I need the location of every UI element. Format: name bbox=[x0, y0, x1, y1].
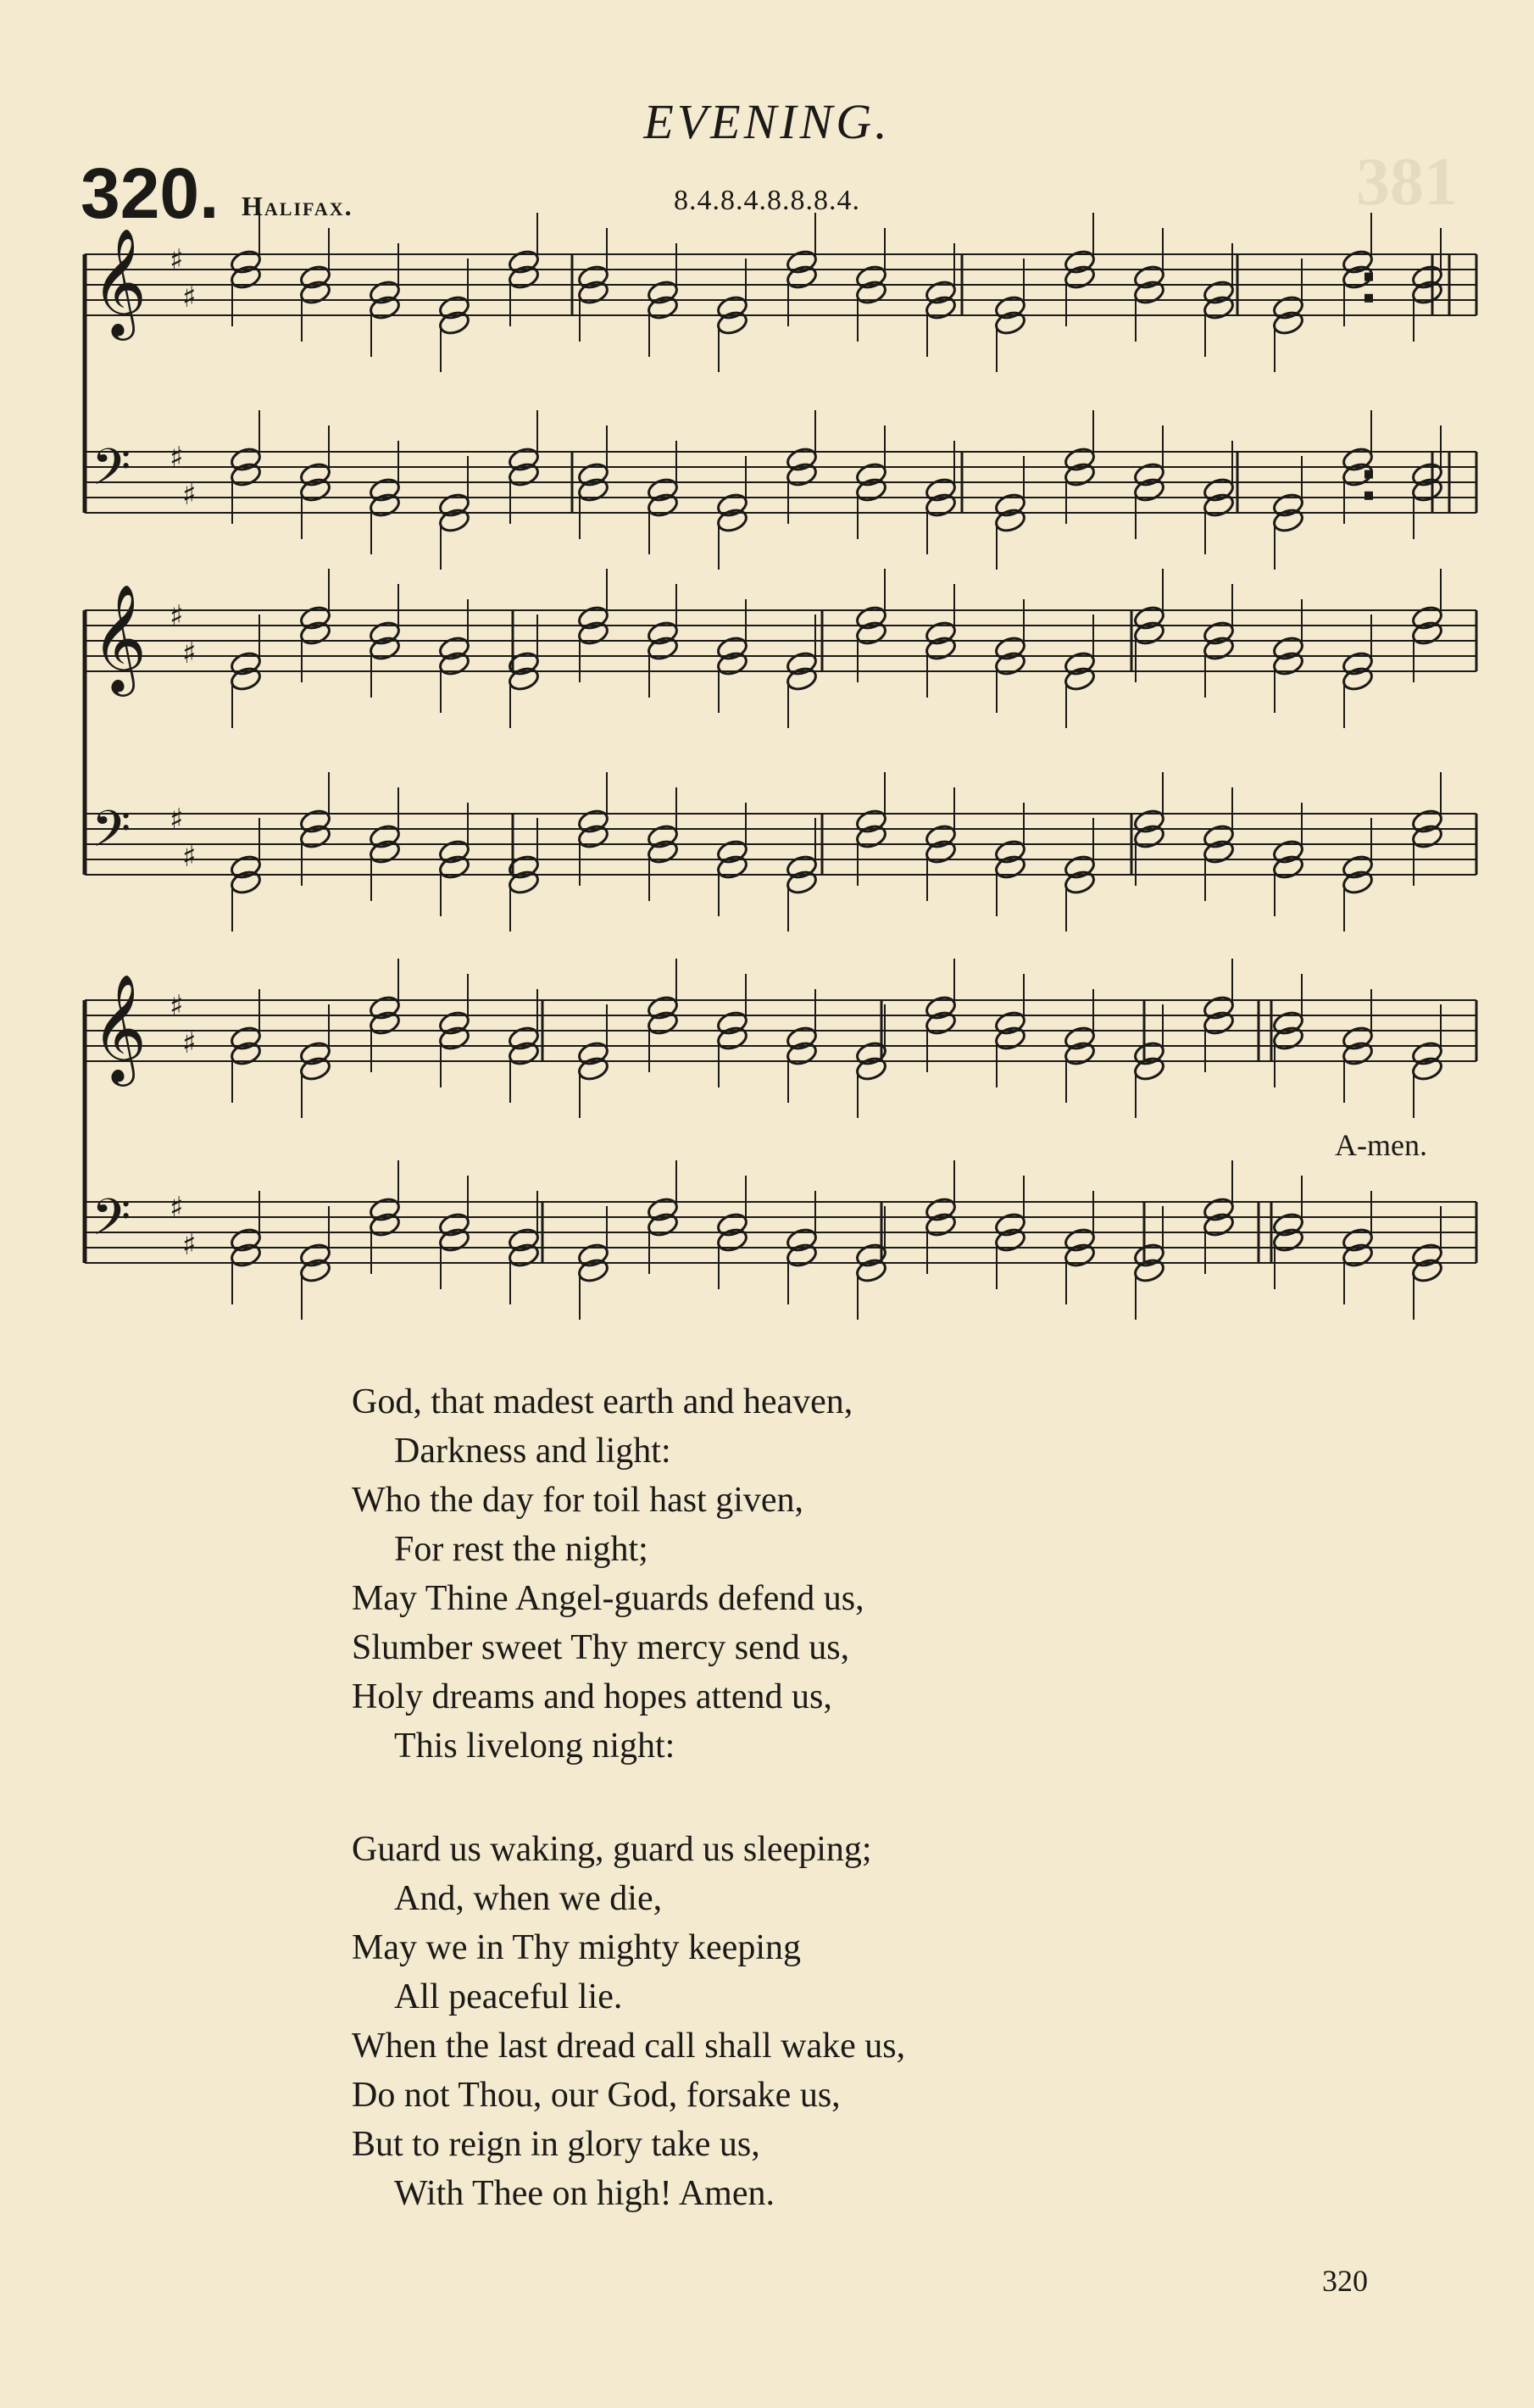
note-head bbox=[576, 476, 609, 503]
note-head bbox=[1132, 1055, 1165, 1082]
sharp-icon: ♯ bbox=[170, 243, 184, 277]
treble-clef-icon: 𝄞 bbox=[92, 227, 147, 336]
note-head bbox=[507, 264, 540, 291]
note-head bbox=[1410, 1242, 1443, 1269]
note-head bbox=[785, 461, 818, 488]
note-head bbox=[785, 854, 818, 881]
note-head bbox=[298, 476, 331, 503]
repeat-dot bbox=[1364, 470, 1373, 479]
note-head bbox=[993, 838, 1026, 865]
note-head bbox=[1410, 823, 1443, 850]
note-head bbox=[1202, 476, 1235, 503]
note-head bbox=[715, 1009, 748, 1037]
repeat-dot bbox=[1364, 492, 1373, 500]
note-head bbox=[229, 446, 262, 473]
note-head bbox=[229, 248, 262, 275]
sharp-icon: ♯ bbox=[170, 989, 184, 1023]
note-head bbox=[368, 620, 401, 647]
note-head bbox=[854, 476, 887, 503]
verse-line: Slumber sweet Thy mercy send us, bbox=[352, 1628, 850, 1667]
note-head bbox=[785, 1025, 818, 1052]
note-head bbox=[1132, 808, 1165, 835]
tune-name: Halifax. bbox=[242, 191, 353, 221]
verse-line: May Thine Angel-guards defend us, bbox=[352, 1579, 864, 1618]
note-head bbox=[437, 1226, 470, 1254]
note-head bbox=[507, 461, 540, 488]
note-head bbox=[1341, 446, 1374, 473]
note-head bbox=[576, 604, 609, 631]
sharp-icon: ♯ bbox=[182, 1228, 197, 1262]
note-head bbox=[1132, 461, 1165, 488]
note-head bbox=[1271, 1025, 1304, 1052]
note-head bbox=[229, 1242, 262, 1269]
verse-line: But to reign in glory take us, bbox=[352, 2125, 760, 2164]
note-head bbox=[993, 309, 1026, 336]
note-head bbox=[785, 665, 818, 692]
note-head bbox=[854, 1257, 887, 1284]
note-head bbox=[576, 1040, 609, 1067]
note-head bbox=[646, 492, 679, 519]
note-head bbox=[298, 1040, 331, 1067]
note-head bbox=[715, 854, 748, 881]
note-head bbox=[229, 650, 262, 677]
note-head bbox=[1132, 1242, 1165, 1269]
note-head bbox=[298, 1242, 331, 1269]
verse-2 bbox=[352, 1825, 905, 2218]
note-head bbox=[1410, 461, 1443, 488]
note-head bbox=[298, 604, 331, 631]
verse-line: With Thee on high! Amen. bbox=[394, 2174, 775, 2213]
verse-line: Who the day for toil hast given, bbox=[352, 1481, 804, 1520]
sharp-icon: ♯ bbox=[182, 281, 197, 314]
note-head bbox=[1063, 854, 1096, 881]
page-title: EVENING. bbox=[643, 94, 891, 149]
note-head bbox=[1341, 1242, 1374, 1269]
note-head bbox=[1341, 665, 1374, 692]
note-head bbox=[785, 1242, 818, 1269]
note-head bbox=[646, 279, 679, 306]
repeat-dot bbox=[1364, 294, 1373, 303]
note-head bbox=[1063, 461, 1096, 488]
note-head bbox=[1271, 635, 1304, 662]
note-head bbox=[1410, 1055, 1443, 1082]
sharp-icon: ♯ bbox=[182, 637, 197, 670]
note-head bbox=[854, 808, 887, 835]
note-head bbox=[298, 823, 331, 850]
note-head bbox=[715, 1226, 748, 1254]
note-head bbox=[1410, 264, 1443, 291]
meter: 8.4.8.4.8.8.8.4. bbox=[674, 185, 860, 216]
note-head bbox=[924, 838, 957, 865]
note-head bbox=[229, 264, 262, 291]
note-head bbox=[854, 1040, 887, 1067]
note-head bbox=[1202, 823, 1235, 850]
note-head bbox=[1410, 1040, 1443, 1067]
note-head bbox=[715, 294, 748, 321]
verse-line: All peaceful lie. bbox=[394, 1977, 623, 2016]
note-head bbox=[1271, 1211, 1304, 1238]
note-head bbox=[1271, 507, 1304, 534]
note-head bbox=[1271, 294, 1304, 321]
note-head bbox=[854, 1055, 887, 1082]
note-head bbox=[368, 994, 401, 1021]
note-head bbox=[368, 476, 401, 503]
treble-clef-icon: 𝄞 bbox=[92, 973, 147, 1082]
note-head bbox=[1202, 294, 1235, 321]
note-head bbox=[1202, 620, 1235, 647]
note-head bbox=[1063, 1226, 1096, 1254]
note-head bbox=[298, 808, 331, 835]
note-head bbox=[1063, 1025, 1096, 1052]
note-head bbox=[368, 1009, 401, 1037]
note-head bbox=[1271, 854, 1304, 881]
note-head bbox=[1132, 264, 1165, 291]
note-head bbox=[507, 248, 540, 275]
amen-label: A-men. bbox=[1335, 1128, 1427, 1162]
note-head bbox=[1410, 476, 1443, 503]
note-head bbox=[576, 620, 609, 647]
note-head bbox=[368, 279, 401, 306]
note-head bbox=[437, 294, 470, 321]
verse-line: Guard us waking, guard us sleeping; bbox=[352, 1830, 872, 1869]
note-head bbox=[1271, 838, 1304, 865]
note-head bbox=[715, 309, 748, 336]
bass-clef-icon: 𝄢 bbox=[92, 437, 131, 509]
note-head bbox=[993, 635, 1026, 662]
bass-clef-icon: 𝄢 bbox=[92, 799, 131, 870]
sharp-icon: ♯ bbox=[182, 478, 197, 512]
note-head bbox=[1202, 1009, 1235, 1037]
note-head bbox=[576, 1055, 609, 1082]
note-head bbox=[993, 1211, 1026, 1238]
note-head bbox=[646, 1196, 679, 1223]
sharp-icon: ♯ bbox=[170, 599, 184, 633]
note-head bbox=[1063, 650, 1096, 677]
note-head bbox=[1063, 446, 1096, 473]
note-head bbox=[507, 1226, 540, 1254]
note-head bbox=[1341, 854, 1374, 881]
note-head bbox=[1132, 1040, 1165, 1067]
note-head bbox=[715, 492, 748, 519]
note-head bbox=[646, 294, 679, 321]
note-head bbox=[924, 1009, 957, 1037]
note-head bbox=[646, 620, 679, 647]
note-head bbox=[1271, 1226, 1304, 1254]
note-head bbox=[924, 1196, 957, 1223]
verse-1 bbox=[352, 1377, 864, 1771]
note-head bbox=[229, 869, 262, 896]
verse-line: May we in Thy mighty keeping bbox=[352, 1928, 801, 1967]
note-head bbox=[715, 838, 748, 865]
note-head bbox=[437, 507, 470, 534]
note-head bbox=[1132, 1257, 1165, 1284]
note-head bbox=[924, 294, 957, 321]
note-head bbox=[854, 823, 887, 850]
note-head bbox=[993, 492, 1026, 519]
note-head bbox=[1202, 1211, 1235, 1238]
note-head bbox=[646, 476, 679, 503]
note-head bbox=[646, 823, 679, 850]
verse-line: Holy dreams and hopes attend us, bbox=[352, 1677, 832, 1716]
note-head bbox=[437, 635, 470, 662]
note-head bbox=[1202, 1196, 1235, 1223]
note-head bbox=[368, 635, 401, 662]
note-head bbox=[993, 1226, 1026, 1254]
note-head bbox=[715, 1211, 748, 1238]
note-head bbox=[368, 1211, 401, 1238]
note-head bbox=[1341, 869, 1374, 896]
note-head bbox=[854, 264, 887, 291]
note-head bbox=[785, 869, 818, 896]
note-head bbox=[229, 1025, 262, 1052]
note-head bbox=[646, 1009, 679, 1037]
note-head bbox=[1410, 604, 1443, 631]
note-head bbox=[715, 507, 748, 534]
note-head bbox=[854, 620, 887, 647]
note-head bbox=[368, 838, 401, 865]
note-head bbox=[368, 294, 401, 321]
note-head bbox=[437, 650, 470, 677]
note-head bbox=[1271, 492, 1304, 519]
note-head bbox=[576, 808, 609, 835]
note-head bbox=[507, 1025, 540, 1052]
note-head bbox=[229, 461, 262, 488]
note-head bbox=[993, 854, 1026, 881]
note-head bbox=[437, 1025, 470, 1052]
note-head bbox=[1341, 1226, 1374, 1254]
verse-line: God, that madest earth and heaven, bbox=[352, 1382, 853, 1421]
note-head bbox=[1132, 476, 1165, 503]
note-head bbox=[924, 1211, 957, 1238]
note-head bbox=[1410, 808, 1443, 835]
note-head bbox=[1202, 492, 1235, 519]
note-head bbox=[1063, 869, 1096, 896]
note-head bbox=[854, 279, 887, 306]
note-head bbox=[993, 1025, 1026, 1052]
sharp-icon: ♯ bbox=[170, 1191, 184, 1225]
note-head bbox=[1063, 1040, 1096, 1067]
verse-line: This livelong night: bbox=[394, 1727, 675, 1766]
note-head bbox=[437, 1211, 470, 1238]
note-head bbox=[507, 1040, 540, 1067]
note-head bbox=[229, 665, 262, 692]
note-head bbox=[785, 248, 818, 275]
note-head bbox=[715, 635, 748, 662]
note-head bbox=[298, 279, 331, 306]
note-head bbox=[924, 279, 957, 306]
note-head bbox=[1063, 665, 1096, 692]
note-head bbox=[1410, 620, 1443, 647]
verse-line: Darkness and light: bbox=[394, 1432, 671, 1471]
note-head bbox=[1063, 248, 1096, 275]
note-head bbox=[924, 635, 957, 662]
note-head bbox=[368, 492, 401, 519]
note-head bbox=[368, 823, 401, 850]
note-head bbox=[785, 446, 818, 473]
note-head bbox=[507, 1242, 540, 1269]
note-head bbox=[1410, 1257, 1443, 1284]
note-head bbox=[1132, 279, 1165, 306]
note-head bbox=[1410, 279, 1443, 306]
note-head bbox=[229, 1226, 262, 1254]
note-head bbox=[924, 476, 957, 503]
verse-line: Do not Thou, our God, forsake us, bbox=[352, 2076, 841, 2115]
page-number: 320 bbox=[1322, 2264, 1368, 2298]
note-head bbox=[854, 604, 887, 631]
repeat-dot bbox=[1364, 273, 1373, 281]
note-head bbox=[576, 1257, 609, 1284]
note-head bbox=[646, 635, 679, 662]
note-head bbox=[785, 1226, 818, 1254]
note-head bbox=[1063, 264, 1096, 291]
note-head bbox=[507, 446, 540, 473]
note-head bbox=[785, 650, 818, 677]
sharp-icon: ♯ bbox=[170, 803, 184, 837]
note-head bbox=[576, 823, 609, 850]
note-head bbox=[993, 507, 1026, 534]
note-head bbox=[437, 309, 470, 336]
note-head bbox=[576, 461, 609, 488]
note-head bbox=[1341, 1040, 1374, 1067]
note-head bbox=[1341, 650, 1374, 677]
note-head bbox=[1132, 604, 1165, 631]
note-head bbox=[576, 279, 609, 306]
note-head bbox=[576, 1242, 609, 1269]
note-head bbox=[924, 994, 957, 1021]
note-head bbox=[1132, 823, 1165, 850]
note-head bbox=[298, 461, 331, 488]
note-head bbox=[924, 620, 957, 647]
note-head bbox=[298, 1257, 331, 1284]
note-head bbox=[924, 823, 957, 850]
note-head bbox=[1341, 248, 1374, 275]
note-head bbox=[437, 492, 470, 519]
note-head bbox=[1132, 620, 1165, 647]
note-head bbox=[1202, 994, 1235, 1021]
note-head bbox=[229, 854, 262, 881]
note-head bbox=[646, 994, 679, 1021]
note-head bbox=[298, 620, 331, 647]
hymn-number: 320. bbox=[81, 153, 220, 233]
note-head bbox=[1271, 650, 1304, 677]
note-head bbox=[1341, 1025, 1374, 1052]
note-head bbox=[993, 1009, 1026, 1037]
note-head bbox=[1063, 1242, 1096, 1269]
verse-line: For rest the night; bbox=[394, 1530, 648, 1569]
note-head bbox=[646, 1211, 679, 1238]
note-head bbox=[368, 1196, 401, 1223]
sharp-icon: ♯ bbox=[170, 441, 184, 475]
note-head bbox=[785, 1040, 818, 1067]
note-head bbox=[437, 854, 470, 881]
note-head bbox=[715, 1025, 748, 1052]
sharp-icon: ♯ bbox=[182, 840, 197, 874]
note-head bbox=[993, 294, 1026, 321]
note-head bbox=[993, 650, 1026, 677]
note-head bbox=[576, 264, 609, 291]
note-head bbox=[646, 838, 679, 865]
note-head bbox=[854, 461, 887, 488]
note-head bbox=[1271, 309, 1304, 336]
sharp-icon: ♯ bbox=[182, 1026, 197, 1060]
note-head bbox=[1202, 635, 1235, 662]
note-head bbox=[1202, 279, 1235, 306]
note-head bbox=[785, 264, 818, 291]
note-head bbox=[1271, 1009, 1304, 1037]
note-head bbox=[298, 1055, 331, 1082]
note-head bbox=[298, 264, 331, 291]
note-head bbox=[715, 650, 748, 677]
note-head bbox=[229, 1040, 262, 1067]
bass-clef-icon: 𝄢 bbox=[92, 1187, 131, 1259]
note-head bbox=[924, 492, 957, 519]
verse-line: And, when we die, bbox=[394, 1879, 663, 1918]
treble-clef-icon: 𝄞 bbox=[92, 583, 147, 692]
note-head bbox=[1202, 838, 1235, 865]
note-head bbox=[854, 1242, 887, 1269]
note-head bbox=[437, 838, 470, 865]
note-head bbox=[437, 1009, 470, 1037]
verse-line: When the last dread call shall wake us, bbox=[352, 2027, 906, 2066]
